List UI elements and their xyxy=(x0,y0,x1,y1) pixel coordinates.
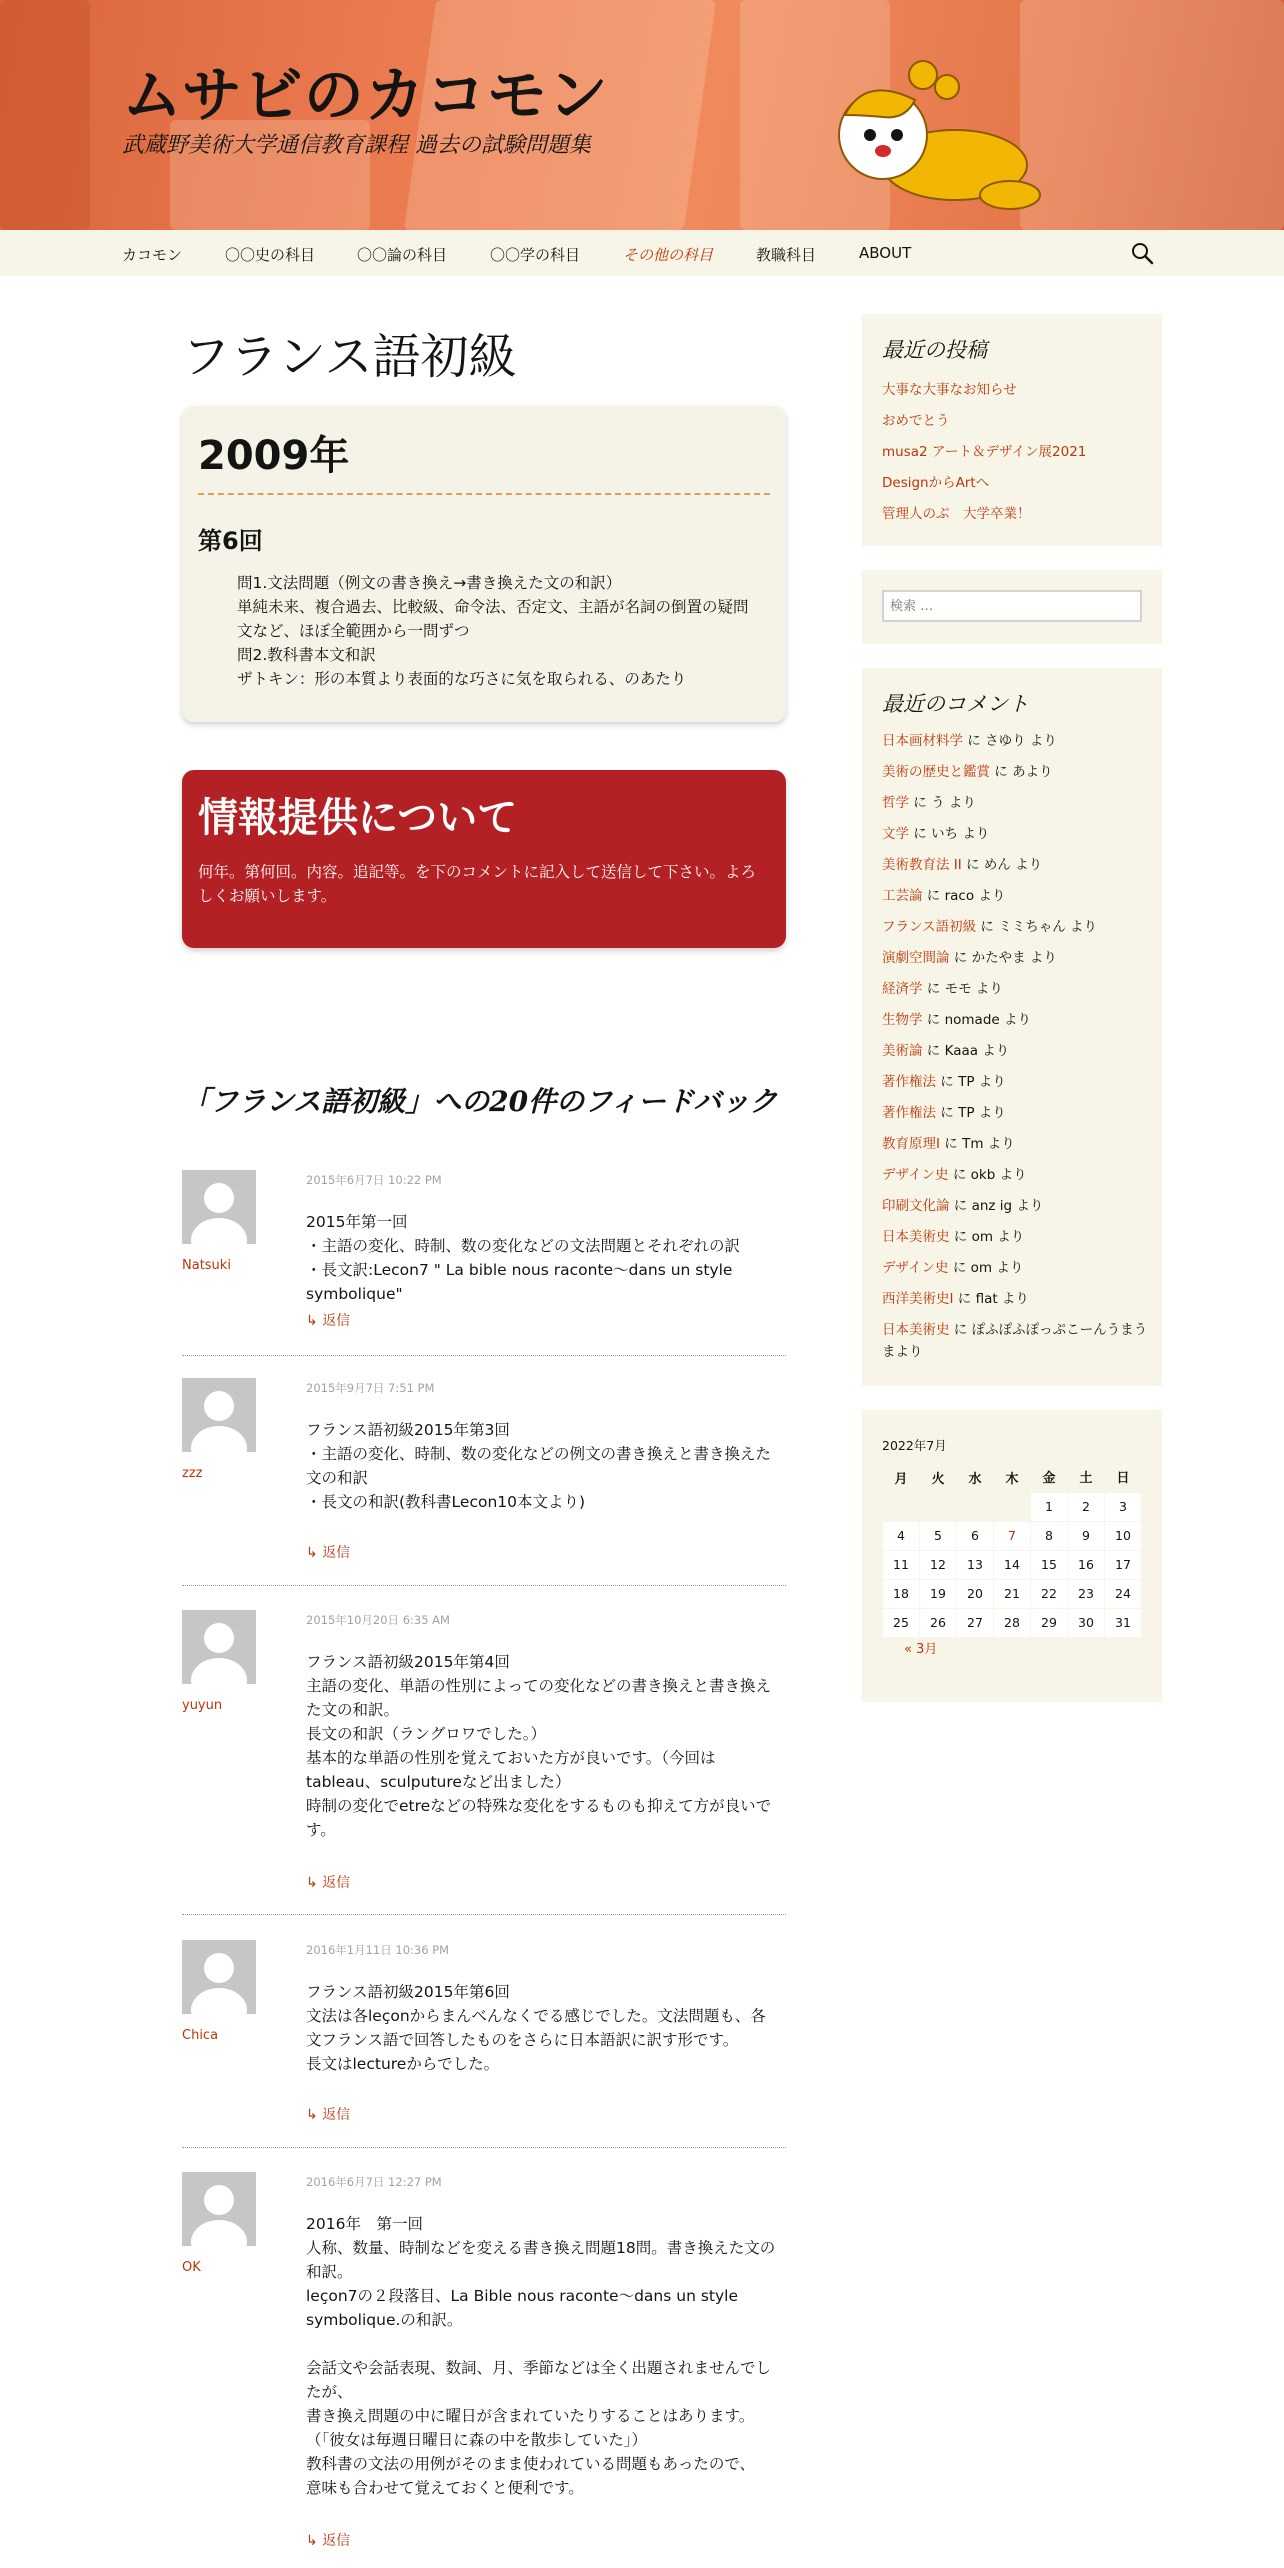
comment xyxy=(182,1610,786,1915)
reply-label: 返信 xyxy=(322,2107,351,2123)
comment-line: フランス語初級2015年第6回 xyxy=(306,1983,510,2001)
exam-line: 問1.文法問題（例文の書き換え→書き換えた文の和訳） xyxy=(237,574,622,592)
exam-year-heading: 2009年 xyxy=(198,433,350,479)
calendar-day: 26 xyxy=(920,1608,957,1637)
calendar-prev-month-link[interactable]: « 3月 xyxy=(904,1642,938,1657)
comment-author[interactable]: OK xyxy=(182,2260,201,2275)
calendar-weekday: 月 xyxy=(894,1471,908,1487)
comment-line: ・主語の変化、時制、数の変化などの文法問題とそれぞれの訳 xyxy=(306,1237,741,1255)
recent-comment-post-link[interactable]: 美術の歴史と鑑賞 xyxy=(882,764,990,780)
comment-line: 和訳。 xyxy=(306,2263,353,2281)
recent-comment-author: に う より xyxy=(909,795,976,811)
calendar-day: 22 xyxy=(1031,1579,1068,1608)
recent-comment-author: に めん より xyxy=(961,857,1043,873)
recent-comment-author: に あより xyxy=(990,764,1053,780)
comment-line: 長文はlectureからでした。 xyxy=(306,2055,500,2073)
widget-title: 最近の投稿 xyxy=(882,338,987,362)
calendar-day: 16 xyxy=(1068,1550,1105,1579)
calendar-day: 31 xyxy=(1105,1608,1142,1637)
recent-comment-author: に ぽふぽふぽっぷこーんうまうまより xyxy=(882,1322,1148,1360)
comment-line: 時制の変化でetreなどの特殊な変化をするものも抑えて方が良いで xyxy=(306,1797,772,1815)
recent-comment-post-link[interactable]: 日本画材料学 xyxy=(882,733,963,749)
comment-line: す。 xyxy=(306,1821,336,1839)
comment-line: （「彼女は毎週日曜日に森の中を散歩していた」） xyxy=(306,2431,648,2449)
comment-line: ・長文の和訳(教科書Lecon10本文より) xyxy=(306,1493,586,1511)
comment-line: 意味も合わせて覚えておくと便利です。 xyxy=(306,2479,584,2497)
recent-comment-post-link[interactable]: 工芸論 xyxy=(882,888,923,904)
comment xyxy=(182,1170,786,1356)
recent-comment-author: に さゆり より xyxy=(963,733,1057,749)
calendar-day: 19 xyxy=(920,1579,957,1608)
reply-icon: ↳ xyxy=(306,2533,323,2549)
reply-link[interactable] xyxy=(306,1310,350,1330)
comment-date[interactable]: 2016年6月7日 12:27 PM xyxy=(306,2175,442,2189)
calendar-day: 27 xyxy=(957,1608,994,1637)
recent-comment-author: に flat より xyxy=(953,1291,1029,1307)
nav-item-history[interactable]: 〇〇史の科目 xyxy=(225,246,316,264)
info-notice-box xyxy=(182,770,786,948)
recent-comment-post-link[interactable]: 生物学 xyxy=(882,1012,923,1028)
recent-comment-item xyxy=(882,792,1152,814)
recent-comment-post-link[interactable]: 演劇空間論 xyxy=(882,950,950,966)
calendar-day: 30 xyxy=(1068,1608,1105,1637)
calendar-weekday: 日 xyxy=(1116,1471,1130,1487)
search-input[interactable] xyxy=(882,590,1142,622)
recent-comment-post-link[interactable]: 印刷文化論 xyxy=(882,1198,950,1214)
calendar-day: 3 xyxy=(1105,1492,1142,1521)
avatar[interactable] xyxy=(182,2172,256,2246)
recent-comment-author: に anz ig より xyxy=(949,1198,1044,1214)
comment-text xyxy=(306,1210,788,1306)
recent-comment-item xyxy=(882,1102,1152,1124)
nav-item-theory[interactable]: 〇〇論の科目 xyxy=(357,246,448,264)
header-decoration xyxy=(1020,0,1284,230)
recent-post-link[interactable]: musa2 アート＆デザイン展2021 xyxy=(882,444,1087,460)
reply-link[interactable] xyxy=(306,2530,350,2550)
exam-round-heading: 第6回 xyxy=(198,527,263,555)
recent-comment-author: に TP より xyxy=(936,1074,1006,1090)
recent-comment-post-link[interactable]: 日本美術史 xyxy=(882,1322,950,1338)
search-icon[interactable] xyxy=(1130,241,1154,265)
recent-comment-post-link[interactable]: 著作権法 xyxy=(882,1074,936,1090)
comment-line: 書き換え問題の中に曜日が含まれていたりすることはあります。 xyxy=(306,2407,755,2425)
comment-author[interactable]: Natsuki xyxy=(182,1258,231,1273)
recent-comment-post-link[interactable]: 文学 xyxy=(882,826,909,842)
comment-text xyxy=(306,1980,788,2076)
nav-item-about[interactable]: ABOUT xyxy=(859,244,912,262)
recent-comment-item xyxy=(882,885,1152,907)
comment-line: 2015年第一回 xyxy=(306,1213,408,1231)
page-title: フランス語初級 xyxy=(182,329,517,385)
reply-icon: ↳ xyxy=(306,1313,323,1329)
comment-date[interactable]: 2015年6月7日 10:22 PM xyxy=(306,1173,442,1187)
avatar[interactable] xyxy=(182,1378,256,1452)
reply-label: 返信 xyxy=(322,2533,351,2549)
calendar-day xyxy=(957,1492,994,1521)
comment-line: 文法は各leçonからまんべんなくでる感じでした。文法問題も、各 xyxy=(306,2007,766,2025)
comment-text xyxy=(306,1650,788,1842)
divider xyxy=(198,493,770,495)
comment-line: フランス語初級2015年第3回 xyxy=(306,1421,510,1439)
exam-line: 問2.教科書本文和訳 xyxy=(237,646,376,664)
recent-comment-post-link[interactable]: 哲学 xyxy=(882,795,909,811)
comment-line: tableau、sculputureなど出ました） xyxy=(306,1773,571,1791)
recent-comment-author: に nomade より xyxy=(922,1012,1031,1028)
recent-comment-author: に いち より xyxy=(909,826,990,842)
reply-link[interactable] xyxy=(306,1872,350,1892)
recent-comment-post-link[interactable]: 経済学 xyxy=(882,981,923,997)
comment-line: 教科書の文法の用例がそのまま使われている問題もあったので、 xyxy=(306,2455,756,2473)
widget-title: 最近のコメント xyxy=(882,692,1029,716)
site-title[interactable]: ムサビのカコモン xyxy=(122,61,609,131)
recent-posts-widget xyxy=(862,314,1162,546)
calendar-day: 25 xyxy=(883,1608,920,1637)
calendar-day: 21 xyxy=(994,1579,1031,1608)
recent-comment-post-link[interactable]: 教育原理Ⅰ xyxy=(882,1136,940,1152)
recent-comment-item xyxy=(882,947,1152,969)
site-header xyxy=(0,0,1284,230)
recent-comment-post-link[interactable]: 西洋美術史Ⅰ xyxy=(882,1291,954,1307)
exam-line: ザトキン：形の本質より表面的な巧さに気を取られる、のあたり xyxy=(237,670,687,688)
comment-author[interactable]: zzz xyxy=(182,1466,203,1481)
info-text: 何年。第何回。内容。追記等。を下のコメントに記入して送信して下さい。よろしくお願いします。 xyxy=(198,863,757,905)
comment-line: 長文の和訳（ラングロワでした。） xyxy=(306,1725,546,1743)
recent-comment-post-link[interactable]: デザイン史 xyxy=(882,1167,949,1183)
comment-text xyxy=(306,2212,788,2500)
comment xyxy=(182,2172,786,2568)
calendar-day: 18 xyxy=(883,1579,920,1608)
calendar-day: 1 xyxy=(1031,1492,1068,1521)
calendar-day: 5 xyxy=(920,1521,957,1550)
calendar-day: 10 xyxy=(1105,1521,1142,1550)
recent-comment-item xyxy=(882,1040,1152,1062)
calendar-day: 14 xyxy=(994,1550,1031,1579)
comment-line: symbolique.の和訳。 xyxy=(306,2311,463,2329)
main-navigation xyxy=(0,230,1284,276)
recent-comment-post-link[interactable]: デザイン史 xyxy=(882,1260,949,1276)
calendar-table xyxy=(882,1462,1142,1638)
calendar-day: 11 xyxy=(883,1550,920,1579)
recent-comment-item xyxy=(882,1164,1152,1186)
comment xyxy=(182,1940,786,2148)
calendar-day: 8 xyxy=(1031,1521,1068,1550)
calendar-day xyxy=(994,1492,1031,1521)
calendar-day-link[interactable]: 7 xyxy=(994,1521,1031,1550)
comment-line: 文の和訳 xyxy=(306,1469,369,1487)
recent-comment-item xyxy=(882,1009,1152,1031)
nav-item-other[interactable]: その他の科目 xyxy=(623,246,714,264)
recent-post-link[interactable]: 大事な大事なお知らせ xyxy=(882,382,1017,398)
recent-comments-widget xyxy=(862,668,1162,1386)
exam-description xyxy=(237,571,767,691)
calendar-day xyxy=(883,1492,920,1521)
recent-comment-post-link[interactable]: 美術論 xyxy=(882,1043,923,1059)
comment-line: 主語の変化、単語の性別によっての変化などの書き換えと書き換え xyxy=(306,1677,772,1695)
recent-comment-item xyxy=(882,1071,1152,1093)
comment-line: た文の和訳。 xyxy=(306,1701,400,1719)
calendar-day: 17 xyxy=(1105,1550,1142,1579)
recent-comment-post-link[interactable]: フランス語初級 xyxy=(882,919,977,935)
calendar-day: 4 xyxy=(883,1521,920,1550)
mascot-logo xyxy=(815,55,1045,225)
recent-comment-item xyxy=(882,854,1152,876)
comment-line: たが、 xyxy=(306,2383,353,2401)
recent-comment-item xyxy=(882,978,1152,1000)
search-widget xyxy=(862,570,1162,644)
calendar-day: 24 xyxy=(1105,1579,1142,1608)
recent-comment-post-link[interactable]: 著作権法 xyxy=(882,1105,936,1121)
recent-comment-author: に かたやま より xyxy=(949,950,1057,966)
comment-line: 人称、数量、時制などを変える書き換え問題18問。書き換えた文の xyxy=(306,2239,776,2257)
reply-link[interactable] xyxy=(306,1542,350,1562)
calendar-weekday: 金 xyxy=(1042,1471,1056,1487)
comment-author[interactable]: yuyun xyxy=(182,1698,223,1713)
avatar[interactable] xyxy=(182,1940,256,2014)
recent-post-link[interactable]: おめでとう xyxy=(882,413,950,429)
recent-comment-item xyxy=(882,1288,1152,1310)
recent-post-link[interactable]: 管理人のぶ 大学卒業！ xyxy=(882,506,1031,522)
recent-comment-author: に Kaaa より xyxy=(922,1043,1010,1059)
recent-comment-item xyxy=(882,1133,1152,1155)
comment-line: 会話文や会話表現、数詞、月、季節などは全く出題されませんでし xyxy=(306,2359,772,2377)
calendar-day xyxy=(920,1492,957,1521)
comment-line: 基本的な単語の性別を覚えておいた方が良いです。（今回は xyxy=(306,1749,716,1767)
nav-item-kakomon[interactable]: カコモン xyxy=(122,246,183,264)
reply-label: 返信 xyxy=(322,1875,351,1891)
comment-text xyxy=(306,1418,788,1514)
recent-comment-item xyxy=(882,823,1152,845)
calendar-weekday: 水 xyxy=(968,1471,982,1487)
comment-line xyxy=(306,2332,788,2356)
recent-comment-author: に om より xyxy=(948,1260,1024,1276)
header-decoration xyxy=(0,0,90,230)
recent-comment-item xyxy=(882,761,1152,783)
reply-label: 返信 xyxy=(322,1545,351,1561)
comment-line: ・主語の変化、時制、数の変化などの例文の書き換えと書き換えた xyxy=(306,1445,772,1463)
reply-icon: ↳ xyxy=(306,1875,323,1891)
avatar[interactable] xyxy=(182,1610,256,1684)
reply-icon: ↳ xyxy=(306,2107,323,2123)
reply-label: 返信 xyxy=(322,1313,351,1329)
calendar-day: 6 xyxy=(957,1521,994,1550)
avatar[interactable] xyxy=(182,1170,256,1244)
recent-comment-item xyxy=(882,1195,1152,1217)
calendar-day: 23 xyxy=(1068,1579,1105,1608)
recent-comment-author: に ミミちゃん より xyxy=(976,919,1097,935)
recent-comment-item xyxy=(882,1257,1152,1279)
calendar-day: 2 xyxy=(1068,1492,1105,1521)
recent-post-link[interactable]: DesignからArtへ xyxy=(882,475,990,491)
comment-line: 2016年 第一回 xyxy=(306,2215,423,2233)
recent-comment-author: に raco より xyxy=(922,888,1006,904)
recent-comment-item xyxy=(882,1319,1152,1363)
nav-item-teaching[interactable]: 教職科目 xyxy=(756,246,817,264)
calendar-day: 9 xyxy=(1068,1521,1105,1550)
comment-author[interactable]: Chica xyxy=(182,2028,219,2043)
site-description: 武蔵野美術大学通信教育課程 過去の試験問題集 xyxy=(122,133,591,158)
calendar-weekday: 土 xyxy=(1079,1471,1093,1487)
comment-date[interactable]: 2015年9月7日 7:51 PM xyxy=(306,1381,435,1395)
recent-comment-author: に TP より xyxy=(936,1105,1006,1121)
reply-link[interactable] xyxy=(306,2104,350,2124)
comment-line: leçon7の２段落目、La Bible nous raconte〜dans un style xyxy=(306,2287,738,2305)
calendar-day: 12 xyxy=(920,1550,957,1579)
calendar-day: 13 xyxy=(957,1550,994,1579)
calendar-caption: 2022年7月 xyxy=(882,1438,947,1453)
comment-line: フランス語初級2015年第4回 xyxy=(306,1653,510,1671)
recent-comment-post-link[interactable]: 日本美術史 xyxy=(882,1229,950,1245)
comments-title: 「フランス語初級」への20件のフィードバック xyxy=(182,1085,778,1118)
recent-comment-post-link[interactable]: 美術教育法 II xyxy=(882,857,962,873)
comment-line: 文フランス語で回答したものをさらに日本語訳に訳す形です。 xyxy=(306,2031,739,2049)
calendar-weekday: 木 xyxy=(1005,1471,1019,1487)
calendar-weekday: 火 xyxy=(931,1471,945,1487)
recent-comment-author: に okb より xyxy=(948,1167,1027,1183)
recent-comment-author: に Tm より xyxy=(939,1136,1015,1152)
comment-date[interactable]: 2016年1月11日 10:36 PM xyxy=(306,1943,450,1957)
calendar-day: 28 xyxy=(994,1608,1031,1637)
comment-date[interactable]: 2015年10月20日 6:35 AM xyxy=(306,1613,450,1627)
reply-icon: ↳ xyxy=(306,1545,323,1561)
calendar-day: 20 xyxy=(957,1579,994,1608)
exam-year-box xyxy=(182,406,786,722)
exam-line: 単純未来、複合過去、比較級、命令法、否定文、主語が名詞の倒置の疑問 xyxy=(237,598,749,616)
recent-comment-author: に om より xyxy=(949,1229,1025,1245)
recent-comment-item xyxy=(882,1226,1152,1248)
comment-line: ・長文訳:Lecon7 " La bible nous raconte〜dans un style symbolique" xyxy=(306,1261,733,1303)
recent-comment-author: に モモ より xyxy=(922,981,1003,997)
calendar-day: 15 xyxy=(1031,1550,1068,1579)
info-heading: 情報提供について xyxy=(198,795,518,841)
calendar-widget xyxy=(862,1410,1162,1702)
nav-item-science[interactable]: 〇〇学の科目 xyxy=(490,246,581,264)
calendar-day: 29 xyxy=(1031,1608,1068,1637)
exam-line: 文など、ほぼ全範囲から一問ずつ xyxy=(237,622,470,640)
recent-comment-item xyxy=(882,916,1152,938)
comment xyxy=(182,1378,786,1586)
recent-comment-item xyxy=(882,730,1152,752)
